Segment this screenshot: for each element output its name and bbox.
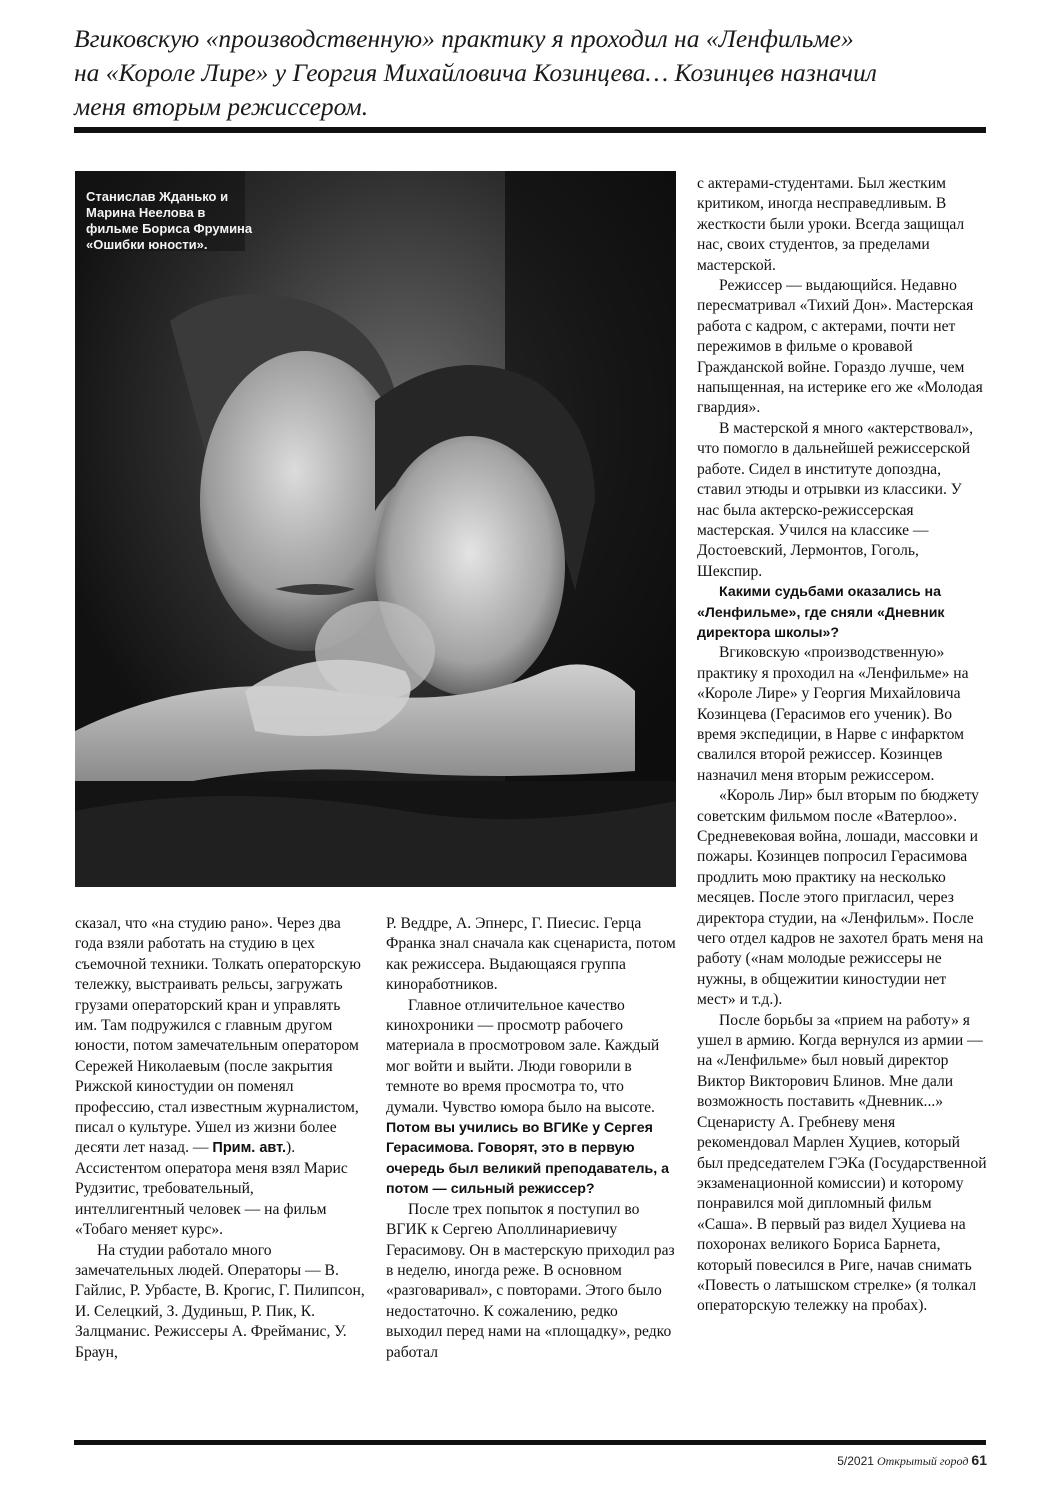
paragraph: На студии работало много замечательных людей. Операторы — В. Гайлис, Р. Урбасте, В. Крогис, Г. Пилипсон, И. Селецкий, З. Дудиньш, Р. Пик, К. Залцманис. Режиссеры А. Фрейманис, У. Браун, <box>75 1241 365 1361</box>
paragraph: После трех попыток я поступил во ВГИК к Сергею Аполлинариевичу Герасимову. Он в мастерскую приходил раз в неделю, иногда реже. В основном «разговаривал», с повторами. Этого было недостаточно. К сожалению, редко выходил перед нами на «площадку», редко работал <box>386 1200 675 1361</box>
article-column-left <box>75 914 365 1363</box>
magazine-name: Открытый город <box>876 1454 969 1468</box>
photo-caption: Станислав Жданько и Марина Неелова в фильме Бориса Фрумина «Ошибки юности». <box>86 189 253 252</box>
pull-quote-line: Вгиковскую «производственную» практику я проходил на «Ленфильме» <box>74 24 854 53</box>
paragraph: Главное отличительное качество кинохроники — просмотр рабочего материала в просмотровом зале. Каждый мог войти и выйти. Люди говорили в темноте во время просмотра то, что думали. Чувство юмора было на высоте. <box>386 996 660 1116</box>
paragraph: с актерами-студентами. Был жестким критиком, иногда несправедливым. В жесткости были уроки. Всегда защищал нас, своих студентов, за пределами мастерской. <box>697 175 965 274</box>
paragraph-text: сказал, что «на студию рано». Через два года взяли работать на студию в цех съемочной техники. Толкать операторскую тележку, выстраивать рельсы, загружать грузами операторский кран и управлять им. Там подружился с главным другом юности, потом замечательным оператором Сережей Николаевым (после закрытия Рижской киностудии он поменял профессию, стал известным журналистом, писал о культуре. Ушел из жизни более десяти лет назад. — <box>75 915 361 1157</box>
page-number: 61 <box>971 1452 987 1468</box>
paragraph-text: ). Ассистентом оператора меня взял Марис Рудзитис, требовательный, интеллигентный человек — на фильм «Тобаго меняет курс». <box>75 1139 348 1239</box>
paragraph: Режиссер — выдающийся. Недавно пересматривал «Тихий Дон». Мастерская работа с кадром, с актерами, почти нет пережимов в фильме о кровавой Гражданской войне. Гораздо лучше, чем напыщенная, на истерике его же «Молодая гвардия». <box>697 277 983 417</box>
paragraph: «Король Лир» был вторым по бюджету советским фильмом после «Ватерлоо». Средневековая война, лошади, массовки и пожары. Козинцев попросил Герасимова продлить мою практику на несколько месяцев. После этого пригласил, через директора студии, на «Ленфильм». После чего отдел кадров не захотел брать меня на работу («нам молодые режиссеры не нужны, в общежитии киностудии нет мест» и т.д.). <box>697 787 984 1009</box>
pull-quote <box>74 22 994 124</box>
top-divider <box>74 127 986 133</box>
paragraph: Вгиковскую «производственную» практику я проходил на «Ленфильме» на «Короле Лире» у Георгия Михайловича Козинцева (Герасимов его ученик). Во время экспедиции, в Нарве с инфарктом свалился второй режиссер. Козинцев назначил меня вторым режиссером. <box>697 644 969 784</box>
bottom-divider <box>74 1440 986 1445</box>
paragraph: После борьбы за «прием на работу» я ушел в армию. Когда вернулся из армии — на «Ленфильме» был новый директор Виктор Викторович Блинов. Мне дали возможность поставить «Дневник...» Сценаристу А. Гребневу меня рекомендовал Марлен Хуциев, который был председателем ГЭКа (Государственной экзаменационной комиссии) и которому понравился мой дипломный фильм «Саша». В первый раз видел Хуциева на похоронах великого Бориса Барнета, который повесился в Риге, начав снимать «Повесть о латышском стрелке» (я толкал операторскую тележку на пробах). <box>697 1011 987 1315</box>
film-still-photo <box>75 171 676 887</box>
article-column-middle <box>386 914 676 1363</box>
pull-quote-line: на «Короле Лире» у Георгия Михайловича Козинцева… Козинцев назначил <box>74 58 877 87</box>
article-column-right <box>697 174 987 1317</box>
interview-question: Потом вы учились во ВГИКе у Сергея Герасимова. Говорят, это в первую очередь был великий преподаватель, а потом — сильный режиссер? <box>386 1120 669 1198</box>
paragraph: Р. Веддре, А. Эпнерс, Г. Пиесис. Герца Франка знал сначала как сценариста, потом как режиссера. Выдающаяся группа киноработников. <box>386 915 676 994</box>
author-note: Прим. авт. <box>212 1140 287 1157</box>
photo-illustration <box>75 171 676 887</box>
page-footer <box>837 1452 987 1469</box>
paragraph <box>75 914 365 1241</box>
issue-number: 5/2021 <box>837 1454 874 1468</box>
pull-quote-line: меня вторым режиссером. <box>74 92 369 121</box>
paragraph: В мастерской я много «актерствовал», что помогло в дальнейшей режиссерской работе. Сидел в институте допоздна, ставил этюды и отрывки из классики. У нас была актерско-режиссерская мастерская. Учился на классике — Достоевский, Лермонтов, Гоголь, Шекспир. <box>697 419 974 580</box>
interview-question: Какими судьбами оказались на «Ленфильме», где сняли «Дневник директора школы»? <box>697 584 945 641</box>
